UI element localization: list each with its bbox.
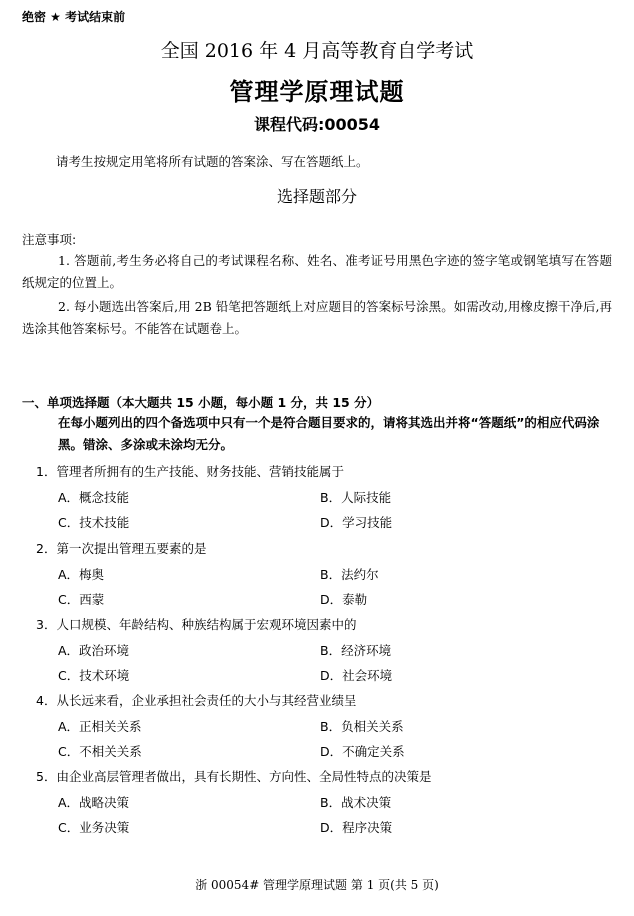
exam-title: 全国 2016 年 4 月高等教育自学考试 xyxy=(160,40,474,62)
option-a: A．战略决策 xyxy=(58,795,130,810)
option-c: C．西蒙 xyxy=(58,592,105,607)
option-d: D．泰勒 xyxy=(320,592,368,607)
option-b: B．负相关关系 xyxy=(320,719,404,734)
option-d: D．社会环境 xyxy=(320,668,393,683)
answer-instruction: 请考生按规定用笔将所有试题的答案涂、写在答题纸上。 xyxy=(56,154,369,169)
question-stem: 3．人口规模、年龄结构、种族结构属于宏观环境因素中的 xyxy=(36,617,357,632)
option-a: A．政治环境 xyxy=(58,643,130,658)
option-d: D．不确定关系 xyxy=(320,744,405,759)
option-c: C．技术技能 xyxy=(58,515,130,530)
question-stem: 5．由企业高层管理者做出，具有长期性、方向性、全局性特点的决策是 xyxy=(36,769,432,784)
section-heading: 选择题部分 xyxy=(276,187,357,206)
option-b: B．经济环境 xyxy=(320,643,392,658)
option-a: A．正相关关系 xyxy=(58,719,142,734)
option-c: C．业务决策 xyxy=(58,820,130,835)
notice-label: 注意事项: xyxy=(22,232,77,247)
confidential-label: 绝密 ★ 考试结束前 xyxy=(22,10,126,24)
paper-title: 管理学原理试题 xyxy=(229,78,405,106)
option-c: C．技术环境 xyxy=(58,668,130,683)
notice-item: 1. 答题前,考生务必将自己的考试课程名称、姓名、准考证号用黑色字迹的签字笔或钢笔填写在答题纸规定的位置上。 xyxy=(22,253,612,290)
option-b: B．战术决策 xyxy=(320,795,392,810)
part1-heading: 一、单项选择题（本大题共 15 小题，每小题 1 分，共 15 分） xyxy=(22,395,380,410)
page-footer: 浙 00054# 管理学原理试题 第 1 页(共 5 页) xyxy=(195,878,439,892)
option-a: A．梅奥 xyxy=(58,567,105,582)
question-stem: 2．第一次提出管理五要素的是 xyxy=(36,541,207,556)
option-d: D．学习技能 xyxy=(320,515,393,530)
notice-item: 2. 每小题选出答案后,用 2B 铅笔把答题纸上对应题目的答案标号涂黑。如需改动,用橡皮擦干净后,再选涂其他答案标号。不能答在试题卷上。 xyxy=(22,299,612,336)
question-stem: 4．从长远来看，企业承担社会责任的大小与其经营业绩呈 xyxy=(36,693,357,708)
option-b: B．法约尔 xyxy=(320,567,379,582)
option-c: C．不相关关系 xyxy=(58,744,142,759)
part1-description: 在每小题列出的四个备选项中只有一个是符合题目要求的，请将其选出并将“答题纸”的相应代码涂黑。错涂、多涂或未涂均无分。 xyxy=(58,415,600,452)
question-stem: 1．管理者所拥有的生产技能、财务技能、营销技能属于 xyxy=(36,464,344,479)
option-a: A．概念技能 xyxy=(58,490,130,505)
option-d: D．程序决策 xyxy=(320,820,393,835)
option-b: B．人际技能 xyxy=(320,490,392,505)
course-code: 课程代码:00054 xyxy=(253,115,381,134)
